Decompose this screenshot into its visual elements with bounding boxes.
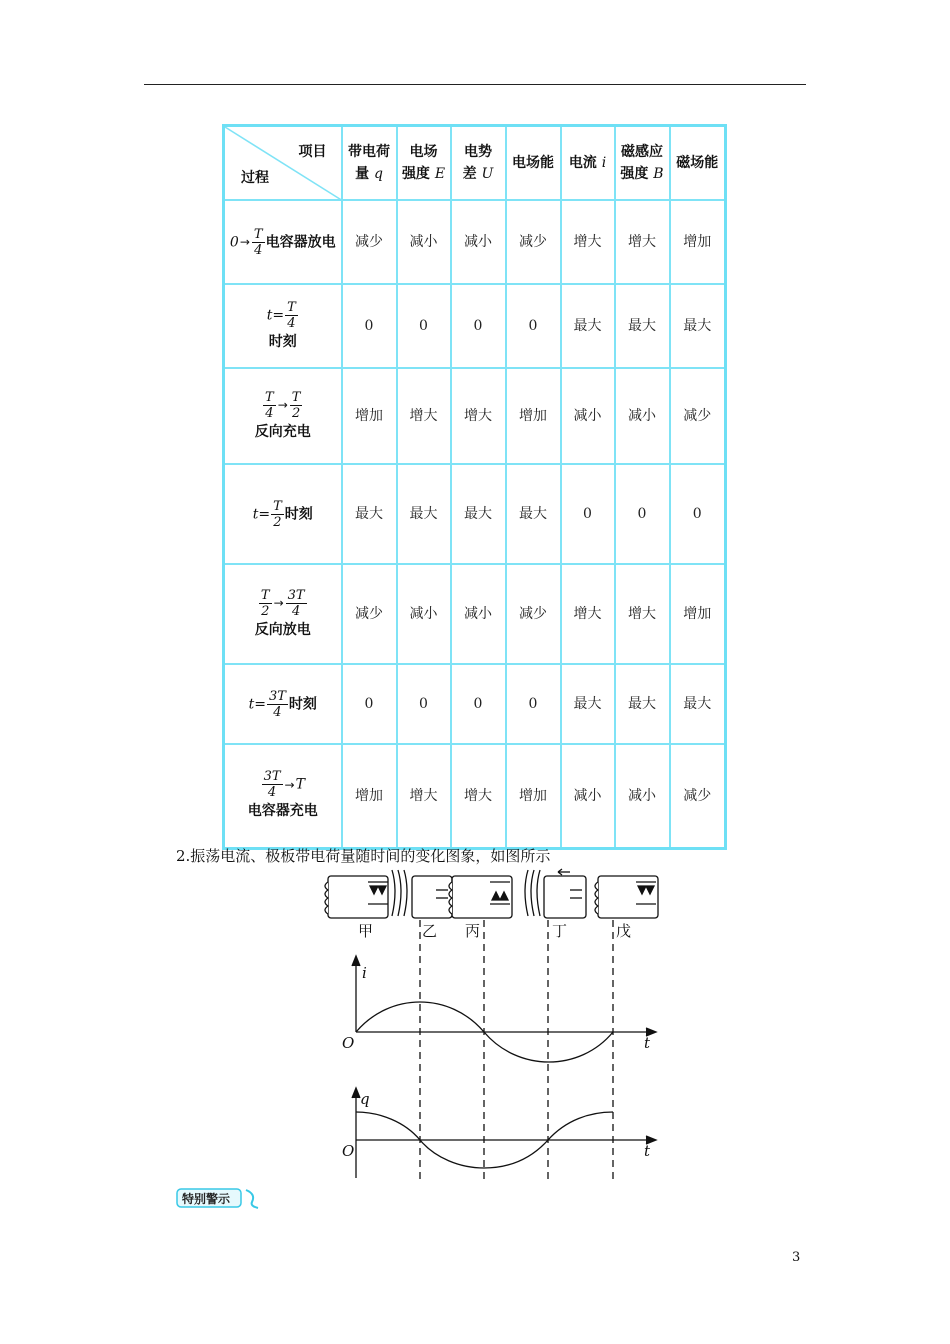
- t-axis-label-1: t: [644, 1034, 651, 1052]
- value-cell: 增大: [451, 744, 506, 848]
- origin-label-2: O: [342, 1142, 355, 1160]
- table-row: [224, 200, 726, 284]
- value-cell: 0: [670, 464, 726, 564]
- header-magnetic-field: 磁感应 强度 B: [615, 126, 670, 201]
- value-cell: 增大: [561, 200, 615, 284]
- value-cell: 减少: [506, 200, 561, 284]
- value-cell: 减小: [615, 744, 670, 848]
- table-row: [224, 368, 726, 464]
- value-cell: 增加: [506, 368, 561, 464]
- process-cell: $\frac{T}{2}$ → $\frac{3T}{4}$ 反向放电: [224, 564, 342, 664]
- value-cell: 0: [561, 464, 615, 564]
- table-row: [224, 464, 726, 564]
- corner-cell: [224, 126, 342, 201]
- special-note-badge: [176, 1186, 268, 1210]
- q-axis-label: q: [360, 1090, 370, 1108]
- value-cell: 增大: [397, 744, 451, 848]
- value-cell: 减少: [342, 564, 397, 664]
- value-cell: 0: [342, 664, 397, 744]
- value-cell: 增加: [670, 564, 726, 664]
- circuit-bing: [449, 876, 512, 918]
- value-cell: 最大: [615, 664, 670, 744]
- value-cell: 增大: [615, 200, 670, 284]
- value-cell: 增加: [506, 744, 561, 848]
- value-cell: 减少: [670, 368, 726, 464]
- value-cell: 0: [397, 284, 451, 368]
- label-wu: 戊: [616, 922, 632, 940]
- label-yi: 乙: [422, 922, 438, 940]
- header-electric-energy: 电场能: [506, 126, 561, 201]
- value-cell: 最大: [561, 664, 615, 744]
- charge-graph: [352, 1088, 656, 1178]
- header-voltage: 电势 差 U: [451, 126, 506, 201]
- origin-label-1: O: [342, 1034, 355, 1052]
- table-row: [224, 564, 726, 664]
- value-cell: 增加: [670, 200, 726, 284]
- process-cell: t= $\frac{3T}{4}$ 时刻: [224, 664, 342, 744]
- value-cell: 增大: [561, 564, 615, 664]
- value-cell: 减少: [342, 200, 397, 284]
- value-cell: 0: [451, 664, 506, 744]
- value-cell: 最大: [342, 464, 397, 564]
- value-cell: 0: [451, 284, 506, 368]
- value-cell: 增加: [342, 744, 397, 848]
- table-row: [224, 284, 726, 368]
- oscillation-diagram: [300, 860, 680, 1185]
- value-cell: 最大: [561, 284, 615, 368]
- table-row: [224, 744, 726, 848]
- value-cell: 最大: [451, 464, 506, 564]
- value-cell: 减小: [397, 200, 451, 284]
- value-cell: 减小: [561, 368, 615, 464]
- process-cell: $\frac{3T}{4}$ →T 电容器充电: [224, 744, 342, 848]
- value-cell: 减小: [615, 368, 670, 464]
- value-cell: 减少: [670, 744, 726, 848]
- oscillation-table: [222, 124, 727, 850]
- value-cell: 0: [506, 284, 561, 368]
- phase-guides: [420, 920, 613, 1182]
- table-row: [224, 664, 726, 744]
- value-cell: 最大: [506, 464, 561, 564]
- value-cell: 增大: [451, 368, 506, 464]
- magnetic-field-1: [392, 870, 407, 916]
- label-bing: 丙: [465, 922, 481, 940]
- corner-top-label: 项目: [298, 144, 327, 160]
- value-cell: 最大: [397, 464, 451, 564]
- value-cell: 0: [397, 664, 451, 744]
- label-ding: 丁: [552, 922, 568, 940]
- circuit-ding: [544, 869, 586, 918]
- value-cell: 减小: [451, 200, 506, 284]
- value-cell: 最大: [615, 284, 670, 368]
- value-cell: 增大: [615, 564, 670, 664]
- i-axis-label: i: [362, 964, 367, 982]
- magnetic-field-2: [525, 870, 540, 916]
- value-cell: 增加: [342, 368, 397, 464]
- value-cell: 减小: [561, 744, 615, 848]
- badge-text: 特别警示: [182, 1192, 231, 1206]
- value-cell: 减小: [451, 564, 506, 664]
- header-charge: 带电荷 量 q: [342, 126, 397, 201]
- process-cell: $\frac{T}{4}$ → $\frac{T}{2}$ 反向充电: [224, 368, 342, 464]
- header-current: 电流 i: [561, 126, 615, 201]
- corner-bottom-label: 过程: [241, 170, 269, 186]
- value-cell: 0: [506, 664, 561, 744]
- current-graph: [352, 956, 656, 1062]
- process-cell: t= $\frac{T}{4}$ 时刻: [224, 284, 342, 368]
- figure-caption: 2.振荡电流、极板带电荷量随时间的变化图象，如图所示: [176, 847, 551, 865]
- table-header-row: [224, 126, 726, 201]
- header-rule: [144, 84, 806, 85]
- process-cell: t= $\frac{T}{2}$ 时刻: [224, 464, 342, 564]
- value-cell: 增大: [397, 368, 451, 464]
- value-cell: 最大: [670, 664, 726, 744]
- circuit-jia: [325, 876, 388, 918]
- label-jia: 甲: [358, 922, 374, 940]
- value-cell: 减小: [397, 564, 451, 664]
- circuit-wu: [595, 876, 658, 918]
- t-axis-label-2: t: [644, 1142, 651, 1160]
- diagonal-line: [225, 127, 343, 201]
- value-cell: 0: [615, 464, 670, 564]
- badge-swirl-icon: [246, 1190, 258, 1208]
- header-field: 电场 强度 E: [397, 126, 451, 201]
- header-magnetic-energy: 磁场能: [670, 126, 726, 201]
- value-cell: 减少: [506, 564, 561, 664]
- circuit-yi: [412, 876, 452, 918]
- value-cell: 最大: [670, 284, 726, 368]
- page-number: 3: [792, 1250, 801, 1265]
- process-cell: 0→ $\frac{T}{4}$ 电容器放电: [224, 200, 342, 284]
- value-cell: 0: [342, 284, 397, 368]
